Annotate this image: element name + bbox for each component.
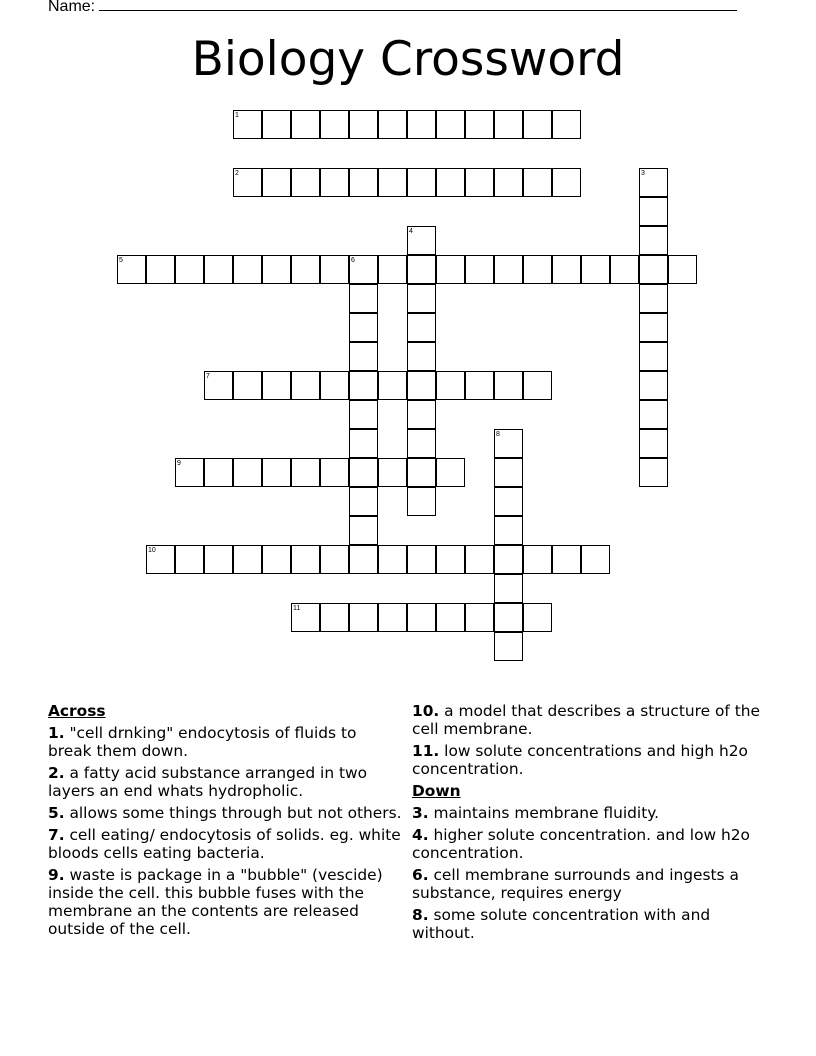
grid-cell[interactable]	[523, 110, 552, 139]
grid-cell[interactable]	[407, 168, 436, 197]
clue-number-label: 2	[235, 170, 239, 177]
grid-cell[interactable]	[378, 371, 407, 400]
grid-cell[interactable]	[494, 487, 523, 516]
grid-cell[interactable]	[436, 110, 465, 139]
grid-cell[interactable]	[291, 545, 320, 574]
across-heading: Across	[48, 702, 106, 720]
grid-cell[interactable]	[523, 168, 552, 197]
clue-number: 3.	[412, 804, 429, 822]
grid-cell[interactable]	[407, 429, 436, 458]
grid-cell[interactable]	[407, 458, 436, 487]
clue-across	[412, 742, 768, 778]
grid-cell[interactable]	[407, 313, 436, 342]
grid-cell[interactable]	[233, 371, 262, 400]
clue-number-label: 6	[351, 257, 355, 264]
grid-cell[interactable]	[349, 284, 378, 313]
grid-cell[interactable]	[291, 255, 320, 284]
clue-text: maintains membrane fluidity.	[433, 804, 660, 822]
grid-cell[interactable]	[320, 168, 349, 197]
grid-cell[interactable]	[407, 371, 436, 400]
clue-number: 9.	[48, 866, 65, 884]
grid-cell[interactable]	[291, 458, 320, 487]
grid-cell[interactable]	[320, 110, 349, 139]
grid-cell[interactable]	[407, 110, 436, 139]
grid-cell[interactable]	[146, 545, 175, 574]
clues-right-column	[412, 702, 768, 946]
grid-cell[interactable]	[175, 458, 204, 487]
clue-across	[48, 724, 404, 760]
clue-number: 8.	[412, 906, 429, 924]
grid-cell[interactable]	[494, 603, 523, 632]
grid-cell[interactable]	[552, 545, 581, 574]
grid-cell[interactable]	[291, 110, 320, 139]
clue-across	[412, 702, 768, 738]
grid-cell[interactable]	[523, 255, 552, 284]
clue-number-label: 4	[409, 228, 413, 235]
grid-cell[interactable]	[233, 545, 262, 574]
clue-down	[412, 826, 768, 862]
grid-cell[interactable]	[378, 458, 407, 487]
grid-cell[interactable]	[407, 545, 436, 574]
grid-cell[interactable]	[465, 545, 494, 574]
clue-number-label: 9	[177, 460, 181, 467]
clue-number-label: 5	[119, 257, 123, 264]
grid-cell[interactable]	[523, 371, 552, 400]
grid-cell[interactable]	[320, 545, 349, 574]
grid-cell[interactable]	[204, 255, 233, 284]
clue-number: 10.	[412, 702, 440, 720]
clue-text: low solute concentrations and high h2o concentration.	[412, 742, 748, 778]
grid-cell[interactable]	[494, 632, 523, 661]
grid-cell[interactable]	[639, 429, 668, 458]
clue-text: waste is package in a "bubble" (vescide) inside the cell. this bubble fuses with the membrane an the contents are released outside of the cell.	[48, 866, 383, 938]
grid-cell[interactable]	[639, 168, 668, 197]
grid-cell[interactable]	[204, 545, 233, 574]
clue-text: a model that describes a structure of the cell membrane.	[412, 702, 760, 738]
grid-cell[interactable]	[378, 168, 407, 197]
grid-cell[interactable]	[262, 110, 291, 139]
grid-cell[interactable]	[407, 487, 436, 516]
grid-cell[interactable]	[349, 110, 378, 139]
name-label: Name:	[48, 0, 96, 15]
clue-number: 6.	[412, 866, 429, 884]
clue-text: a fatty acid substance arranged in two layers an end whats hydropholic.	[48, 764, 368, 800]
down-heading: Down	[412, 782, 461, 800]
grid-cell[interactable]	[262, 545, 291, 574]
clue-text: cell eating/ endocytosis of solids. eg. white bloods cells eating bacteria.	[48, 826, 401, 862]
grid-cell[interactable]	[639, 458, 668, 487]
clue-down	[412, 866, 768, 902]
grid-cell[interactable]	[494, 545, 523, 574]
clue-text: some solute concentration with and without.	[412, 906, 711, 942]
clue-down	[412, 906, 768, 942]
grid-cell[interactable]	[465, 255, 494, 284]
grid-cell[interactable]	[639, 371, 668, 400]
grid-cell[interactable]	[494, 255, 523, 284]
grid-cell[interactable]	[494, 429, 523, 458]
grid-cell[interactable]	[494, 574, 523, 603]
grid-cell[interactable]	[320, 458, 349, 487]
grid-cell[interactable]	[639, 226, 668, 255]
grid-cell[interactable]	[494, 168, 523, 197]
grid-cell[interactable]	[233, 458, 262, 487]
grid-cell[interactable]	[639, 342, 668, 371]
grid-cell[interactable]	[494, 516, 523, 545]
grid-cell[interactable]	[610, 255, 639, 284]
grid-cell[interactable]	[465, 371, 494, 400]
grid-cell[interactable]	[233, 168, 262, 197]
grid-cell[interactable]	[436, 458, 465, 487]
grid-cell[interactable]	[552, 168, 581, 197]
grid-cell[interactable]	[465, 168, 494, 197]
grid-cell[interactable]	[349, 545, 378, 574]
grid-cell[interactable]	[494, 110, 523, 139]
grid-cell[interactable]	[349, 371, 378, 400]
grid-cell[interactable]	[378, 110, 407, 139]
clue-number: 7.	[48, 826, 65, 844]
clue-number: 11.	[412, 742, 440, 760]
clue-number: 2.	[48, 764, 65, 782]
grid-cell[interactable]	[233, 110, 262, 139]
clue-number: 1.	[48, 724, 65, 742]
grid-cell[interactable]	[639, 313, 668, 342]
grid-cell[interactable]	[552, 110, 581, 139]
grid-cell[interactable]	[233, 255, 262, 284]
grid-cell[interactable]	[291, 371, 320, 400]
grid-cell[interactable]	[175, 545, 204, 574]
grid-cell[interactable]	[407, 226, 436, 255]
clue-text: allows some things through but not others.	[69, 804, 402, 822]
clue-number-label: 3	[641, 170, 645, 177]
grid-cell[interactable]	[291, 603, 320, 632]
grid-cell[interactable]	[349, 487, 378, 516]
clue-number-label: 1	[235, 112, 239, 119]
grid-cell[interactable]	[436, 371, 465, 400]
clue-number-label: 11	[293, 605, 301, 612]
grid-cell[interactable]	[262, 255, 291, 284]
grid-cell[interactable]	[436, 545, 465, 574]
grid-cell[interactable]	[639, 255, 668, 284]
grid-cell[interactable]	[639, 400, 668, 429]
grid-cell[interactable]	[262, 168, 291, 197]
grid-cell[interactable]	[407, 255, 436, 284]
grid-cell[interactable]	[175, 255, 204, 284]
clue-text: higher solute concentration. and low h2o concentration.	[412, 826, 750, 862]
grid-cell[interactable]	[436, 255, 465, 284]
grid-cell[interactable]	[494, 458, 523, 487]
grid-cell[interactable]	[204, 371, 233, 400]
grid-cell[interactable]	[436, 603, 465, 632]
grid-cell[interactable]	[668, 255, 697, 284]
grid-cell[interactable]	[262, 371, 291, 400]
grid-cell[interactable]	[378, 545, 407, 574]
grid-cell[interactable]	[407, 284, 436, 313]
clues-left-column	[48, 702, 404, 942]
grid-cell[interactable]	[494, 371, 523, 400]
grid-cell[interactable]	[639, 197, 668, 226]
clue-number: 4.	[412, 826, 429, 844]
grid-cell[interactable]	[349, 400, 378, 429]
clue-text: "cell drnking" endocytosis of fluids to break them down.	[48, 724, 357, 760]
grid-cell[interactable]	[349, 458, 378, 487]
grid-cell[interactable]	[407, 603, 436, 632]
grid-cell[interactable]	[407, 342, 436, 371]
grid-cell[interactable]	[349, 168, 378, 197]
grid-cell[interactable]	[349, 429, 378, 458]
grid-cell[interactable]	[349, 603, 378, 632]
clue-number: 5.	[48, 804, 65, 822]
grid-cell[interactable]	[523, 603, 552, 632]
grid-cell[interactable]	[349, 313, 378, 342]
grid-cell[interactable]	[581, 255, 610, 284]
grid-cell[interactable]	[378, 603, 407, 632]
grid-cell[interactable]	[523, 545, 552, 574]
grid-cell[interactable]	[552, 255, 581, 284]
grid-cell[interactable]	[146, 255, 175, 284]
grid-cell[interactable]	[204, 458, 233, 487]
grid-cell[interactable]	[320, 255, 349, 284]
clue-across	[48, 764, 404, 800]
grid-cell[interactable]	[349, 342, 378, 371]
grid-cell[interactable]	[436, 168, 465, 197]
grid-cell[interactable]	[378, 255, 407, 284]
clue-number-label: 7	[206, 373, 210, 380]
grid-cell[interactable]	[349, 516, 378, 545]
clue-down	[412, 804, 768, 822]
grid-cell[interactable]	[349, 255, 378, 284]
grid-cell[interactable]	[639, 284, 668, 313]
grid-cell[interactable]	[465, 110, 494, 139]
clue-across	[48, 866, 404, 938]
clue-number-label: 10	[148, 547, 156, 554]
clue-across	[48, 804, 404, 822]
grid-cell[interactable]	[320, 371, 349, 400]
grid-cell[interactable]	[407, 400, 436, 429]
grid-cell[interactable]	[320, 603, 349, 632]
clue-text: cell membrane surrounds and ingests a substance, requires energy	[412, 866, 739, 902]
grid-cell[interactable]	[291, 168, 320, 197]
grid-cell[interactable]	[262, 458, 291, 487]
clue-across	[48, 826, 404, 862]
grid-cell[interactable]	[117, 255, 146, 284]
page-title: Biology Crossword	[191, 32, 625, 87]
clue-number-label: 8	[496, 431, 500, 438]
grid-cell[interactable]	[581, 545, 610, 574]
grid-cell[interactable]	[465, 603, 494, 632]
